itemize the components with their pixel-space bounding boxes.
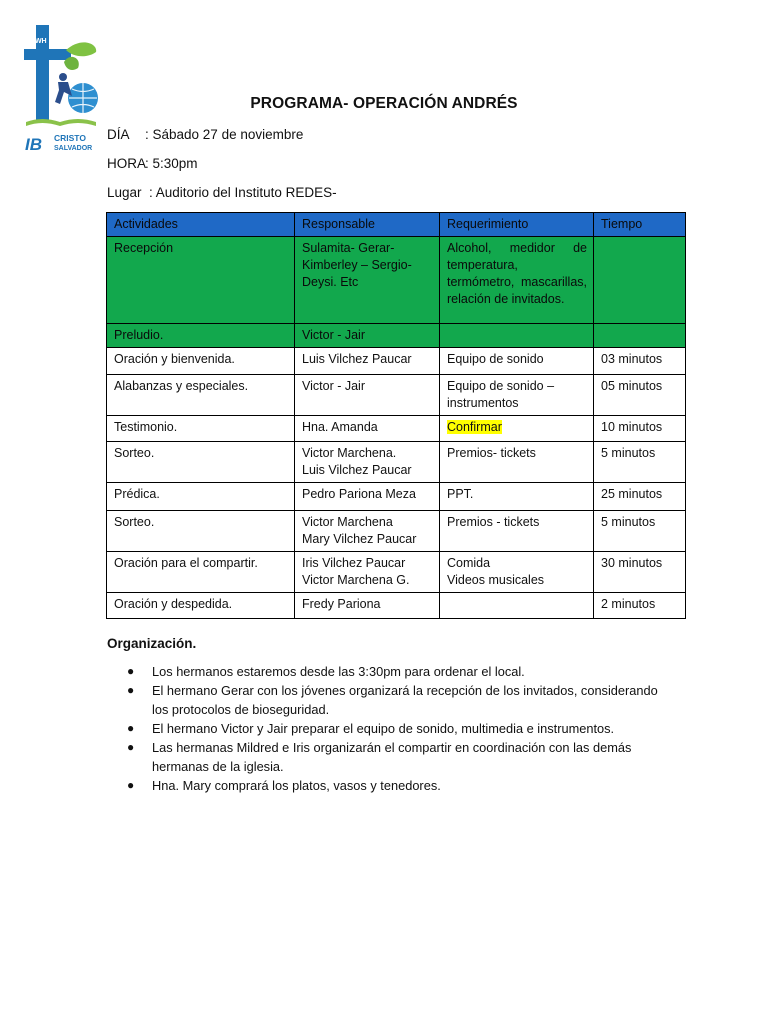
table-row	[107, 237, 686, 324]
cell-requirement: Premios- tickets	[440, 442, 594, 483]
table-row	[107, 324, 686, 348]
table-row	[107, 442, 686, 483]
cell-responsible: Sulamita- Gerar- Kimberley – Sergio- Deysi. Etc	[295, 237, 440, 324]
cell-time: 5 minutos	[594, 442, 686, 483]
day-value: : Sábado 27 de noviembre	[145, 127, 304, 142]
cell-activity: Prédica.	[107, 483, 295, 511]
cell-requirement: PPT.	[440, 483, 594, 511]
cell-responsible	[295, 511, 440, 552]
header-time: Tiempo	[594, 213, 686, 237]
responsible-line: Victor Marchena G.	[302, 573, 410, 587]
table-row	[107, 552, 686, 593]
time-label: HORA	[107, 156, 147, 171]
logo-initials: IB	[25, 135, 42, 154]
logo-brand-line2: SALVADOR	[54, 145, 93, 152]
program-table	[106, 212, 686, 619]
cell-requirement: Premios - tickets	[440, 511, 594, 552]
organization-list	[107, 662, 667, 795]
cell-activity: Recepción	[107, 237, 295, 324]
responsible-line: Iris Vilchez Paucar	[302, 556, 406, 570]
cell-requirement	[440, 552, 594, 593]
table-row	[107, 511, 686, 552]
cell-requirement	[440, 416, 594, 442]
list-item	[107, 776, 667, 795]
table-row	[107, 375, 686, 416]
list-item	[107, 738, 667, 776]
bullet-icon: ●	[127, 721, 135, 735]
confirm-highlight: Confirmar	[447, 420, 502, 434]
cell-responsible: Victor - Jair	[295, 375, 440, 416]
list-item	[107, 662, 667, 681]
table-row	[107, 348, 686, 375]
cell-activity: Testimonio.	[107, 416, 295, 442]
place-value: : Auditorio del Instituto REDES-	[149, 185, 337, 200]
header-activities: Actividades	[107, 213, 295, 237]
responsible-line: Victor Marchena	[302, 515, 393, 529]
cell-activity: Oración y bienvenida.	[107, 348, 295, 375]
list-item-text: El hermano Gerar con los jóvenes organizará la recepción de los invitados, considerando los protocolos de bioseguridad.	[152, 683, 658, 717]
cell-time: 03 minutos	[594, 348, 686, 375]
bullet-icon: ●	[127, 778, 135, 792]
header-requirement: Requerimiento	[440, 213, 594, 237]
book-icon	[26, 119, 96, 126]
requirement-line: Videos musicales	[447, 573, 545, 587]
logo-top-text: JHWH	[26, 38, 47, 45]
cell-activity: Sorteo.	[107, 511, 295, 552]
time-value: : 5:30pm	[145, 156, 198, 171]
cell-activity: Oración para el compartir.	[107, 552, 295, 593]
cell-time	[594, 324, 686, 348]
organization-title: Organización.	[107, 636, 197, 651]
cell-requirement	[440, 324, 594, 348]
list-item	[107, 681, 667, 719]
cell-time: 5 minutos	[594, 511, 686, 552]
table-row	[107, 593, 686, 619]
bullet-icon: ●	[127, 683, 135, 697]
header-responsible: Responsable	[295, 213, 440, 237]
list-item-text: Las hermanas Mildred e Iris organizarán el compartir en coordinación con las demás hermanas de la iglesia.	[152, 740, 632, 774]
cell-requirement	[440, 593, 594, 619]
day-line	[107, 127, 303, 142]
cell-responsible: Luis Vilchez Paucar	[295, 348, 440, 375]
responsible-line: Luis Vilchez Paucar	[302, 463, 412, 477]
day-label: DÍA	[107, 127, 130, 142]
cell-responsible: Victor - Jair	[295, 324, 440, 348]
cell-requirement: Equipo de sonido – instrumentos	[440, 375, 594, 416]
cell-time: 2 minutos	[594, 593, 686, 619]
cell-time: 25 minutos	[594, 483, 686, 511]
cell-activity: Oración y despedida.	[107, 593, 295, 619]
cell-responsible: Hna. Amanda	[295, 416, 440, 442]
table-row	[107, 483, 686, 511]
bullet-icon: ●	[127, 740, 135, 754]
place-label: Lugar	[107, 185, 142, 200]
requirement-line: Comida	[447, 556, 491, 570]
list-item	[107, 719, 667, 738]
cell-requirement: Equipo de sonido	[440, 348, 594, 375]
logo-brand-line1: CRISTO	[54, 133, 86, 143]
table-header-row	[107, 213, 686, 237]
cell-time: 05 minutos	[594, 375, 686, 416]
place-line	[107, 185, 337, 200]
list-item-text: Los hermanos estaremos desde las 3:30pm para ordenar el local.	[152, 664, 525, 679]
cell-responsible: Fredy Pariona	[295, 593, 440, 619]
cell-responsible	[295, 552, 440, 593]
cell-responsible	[295, 442, 440, 483]
cell-activity: Alabanzas y especiales.	[107, 375, 295, 416]
cell-time: 30 minutos	[594, 552, 686, 593]
cell-responsible: Pedro Pariona Meza	[295, 483, 440, 511]
cell-time: 10 minutos	[594, 416, 686, 442]
bullet-icon: ●	[127, 664, 135, 678]
time-line	[107, 156, 198, 171]
cell-time	[594, 237, 686, 324]
document-title: PROGRAMA- OPERACIÓN ANDRÉS	[250, 95, 518, 112]
church-logo	[22, 22, 104, 154]
cross-horizontal-icon	[24, 49, 71, 60]
list-item-text: El hermano Victor y Jair preparar el equipo de sonido, multimedia e instrumentos.	[152, 721, 615, 736]
table-row	[107, 416, 686, 442]
responsible-line: Victor Marchena.	[302, 446, 397, 460]
cell-activity: Preludio.	[107, 324, 295, 348]
figure-head-icon	[59, 73, 67, 81]
cell-activity: Sorteo.	[107, 442, 295, 483]
responsible-line: Mary Vilchez Paucar	[302, 532, 417, 546]
cell-requirement: Alcohol, medidor de temperatura, termómetro, mascarillas, relación de invitados.	[440, 237, 594, 324]
list-item-text: Hna. Mary comprará los platos, vasos y tenedores.	[152, 778, 441, 793]
